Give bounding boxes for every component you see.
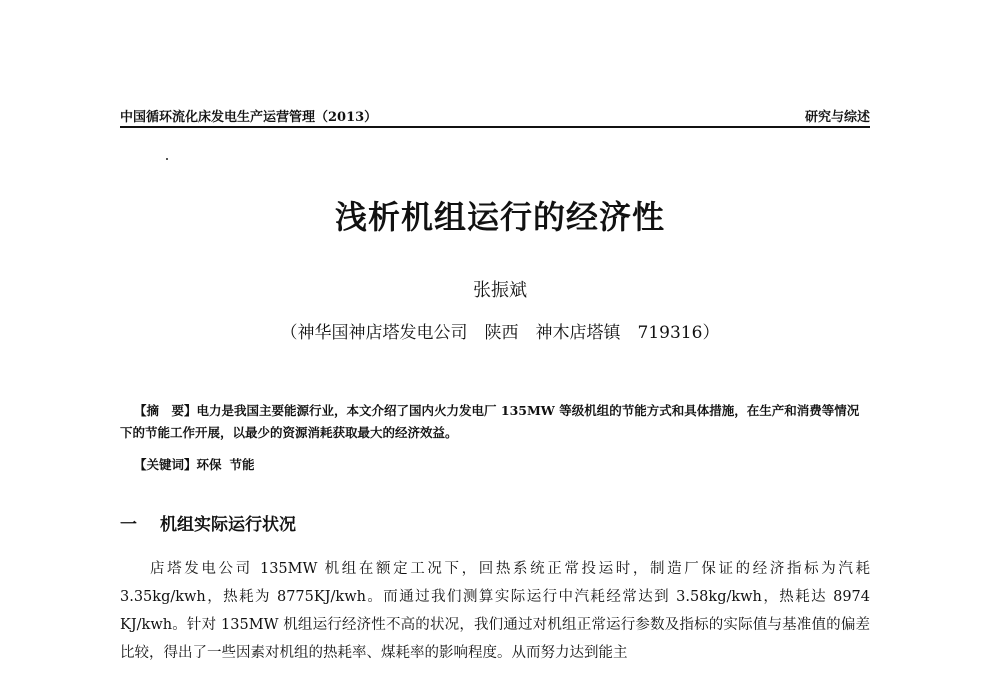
body-paragraph: 店塔发电公司 135MW 机组在额定工况下，回热系统正常投运时，制造厂保证的经济指标为汽耗 3.35kg/kwh，热耗为 8775KJ/kwh。而通过我们测算实际运行中汽耗经常达到 3.58kg/kwh，热耗达 8974 KJ/kwh。针对 135MW 机组运行经济性不高的状况，我们通过对机组正常运行参数及指标的实际值与基准值的偏差比较，得出了一些因素对机组的热耗率、煤耗率的影响程度。从而努力达到能主 [120,561,870,661]
article-title: 浅析机组运行的经济性 [334,198,665,236]
keywords [134,455,870,473]
abstract-label: 【摘 要】 [134,403,197,418]
keyword: 节能 [229,457,255,472]
section-heading [120,510,870,535]
keyword: 环保 [196,457,222,472]
author-name: 张振斌 [473,280,527,301]
section-title: 机组实际运行状况 [160,515,296,535]
section-name: 研究与综述 [804,110,870,125]
scan-speck [166,158,168,160]
author-affiliation: （神华国神店塔发电公司 陕西 神木店塔镇 719316） [280,323,720,343]
journal-name: 中国循环流化床发电生产运营管理（2013） [120,110,378,125]
running-header [120,106,870,128]
section-number: 一 [120,515,137,535]
keywords-label: 【关键词】 [134,457,197,472]
abstract [120,400,870,444]
abstract-text: 电力是我国主要能源行业，本文介绍了国内火力发电厂 135MW 等级机组的节能方式和具体措施，在生产和消费等情况下的节能工作开展，以最少的资源消耗获取最大的经济效益。 [120,403,860,440]
